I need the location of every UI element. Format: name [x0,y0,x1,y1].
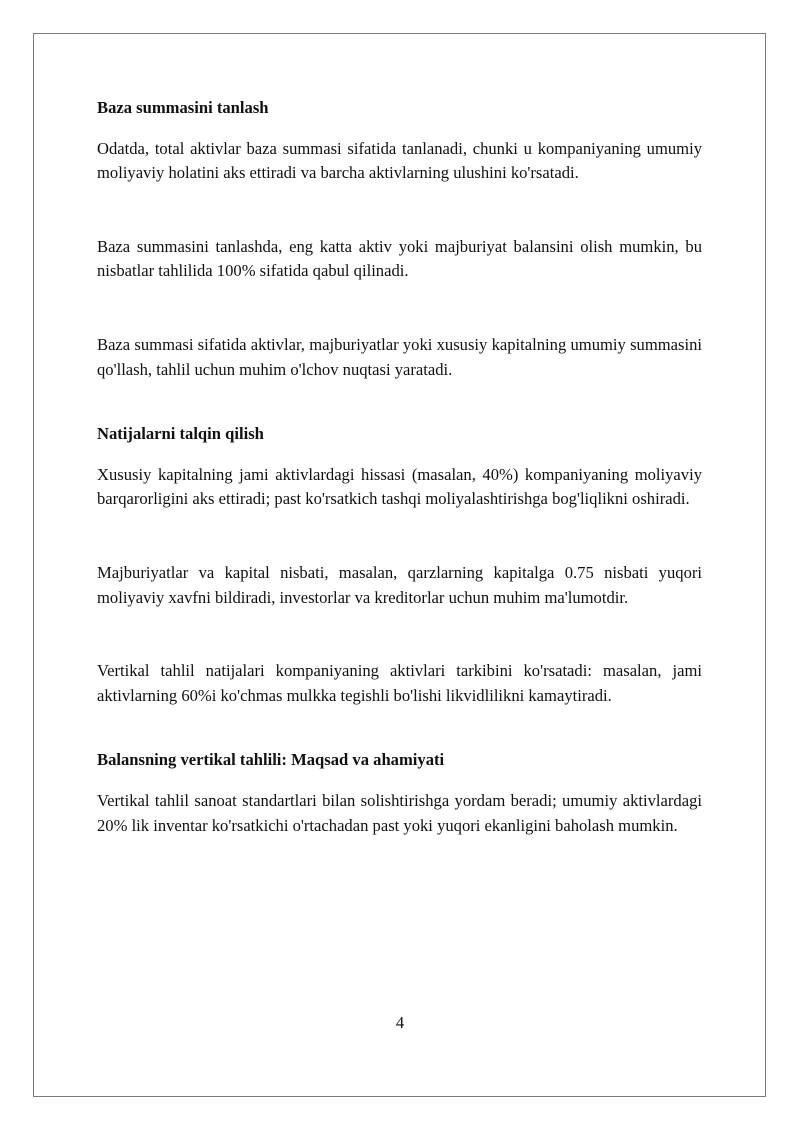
section-heading: Balansning vertikal tahlili: Maqsad va ahamiyati [97,750,445,770]
section-balansning-vertikal-tahlili [97,748,702,838]
page-number: 4 [395,1013,405,1032]
paragraph: Majburiyatlar va kapital nisbati, masalan, qarzlarning kapitalga 0.75 nisbati yuqori moliyaviy xavfni bildiradi, investorlar va kreditorlar uchun muhim ma'lumotdir. [97,562,702,607]
section-natijalarni-talqin-qilish [97,422,702,708]
section-baza-summasini-tanlash [97,96,702,382]
paragraph: Xususiy kapitalning jami aktivlardagi hissasi (masalan, 40%) kompaniyaning moliyaviy barqarorligini aks ettiradi; past ko'rsatkich tashqi moliyalashtirishga bog'liqlikni oshiradi. [97,464,702,509]
document-body [97,96,702,838]
paragraph: Baza summasi sifatida aktivlar, majburiyatlar yoki xususiy kapitalning umumiy summasini qo'llash, tahlil uchun muhim o'lchov nuqtasi yaratadi. [97,334,702,379]
section-heading: Baza summasini tanlash [97,98,269,117]
paragraph: Baza summasini tanlashda, eng katta aktiv yoki majburiyat balansini olish mumkin, bu nisbatlar tahlilida 100% sifatida qabul qilinadi. [97,236,702,281]
section-heading: Natijalarni talqin qilish [97,424,264,444]
paragraph: Odatda, total aktivlar baza summasi sifatida tanlanadi, chunki u kompaniyaning umumiy moliyaviy holatini aks ettiradi va barcha aktivlarning ulushini ko'rsatadi. [97,138,702,183]
paragraph: Vertikal tahlil natijalari kompaniyaning aktivlari tarkibini ko'rsatadi: masalan, jami aktivlarning 60%i ko'chmas mulkka tegishli bo'lishi likvidlilikni kamaytiradi. [97,661,702,705]
paragraph: Vertikal tahlil sanoat standartlari bilan solishtirishga yordam beradi; umumiy aktivlardagi 20% lik inventar ko'rsatkichi o'rtachadan past yoki yuqori ekanligini baholash mumkin. [97,790,702,835]
